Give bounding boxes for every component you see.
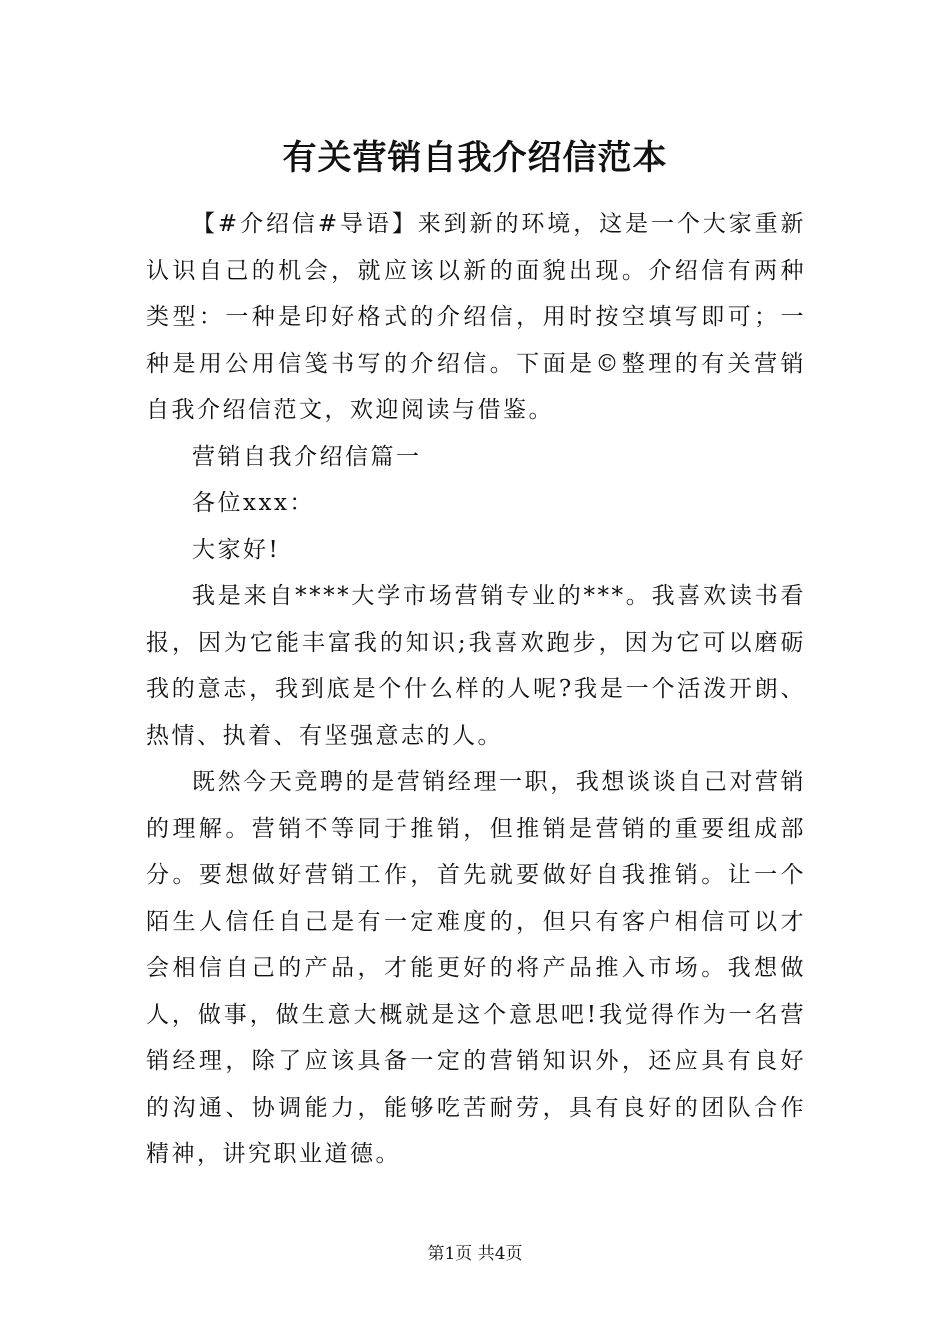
page-number-footer: 第1页 共4页 (427, 1244, 523, 1264)
document-body (146, 201, 806, 1178)
greeting: 大家好! (192, 536, 281, 563)
intro-paragraph: 【#介绍信#导语】来到新的环境，这是一个大家重新认识自己的机会，就应该以新的面貌出现。介绍信有两种类型：一种是印好格式的介绍信，用时按空填写即可；一种是用公用信笺书写的介绍信。下面是©整理的有关营销自我介绍信范文，欢迎阅读与借鉴。 (146, 211, 806, 423)
section-heading: 营销自我介绍信篇一 (192, 443, 422, 470)
document-title: 有关营销自我介绍信范本 (282, 138, 668, 178)
salutation: 各位xxx： (192, 490, 315, 516)
body-paragraph: 既然今天竞聘的是营销经理一职，我想谈谈自己对营销的理解。营销不等同于推销，但推销是营销的重要组成部分。要想做好营销工作，首先就要做好自我推销。让一个陌生人信任自己是有一定难度的，但只有客户相信可以才会相信自己的产品，才能更好的将产品推入市场。我想做人，做事，做生意大概就是这个意思吧!我觉得作为一名营销经理，除了应该具备一定的营销知识外，还应具有良好的沟通、协调能力，能够吃苦耐劳，具有良好的团队合作精神，讲究职业道德。 (146, 769, 806, 1167)
body-paragraph: 我是来自****大学市场营销专业的***。我喜欢读书看报，因为它能丰富我的知识;我喜欢跑步，因为它可以磨砺我的意志，我到底是个什么样的人呢?我是一个活泼开朗、热情、执着、有坚强意志的人。 (146, 583, 806, 749)
